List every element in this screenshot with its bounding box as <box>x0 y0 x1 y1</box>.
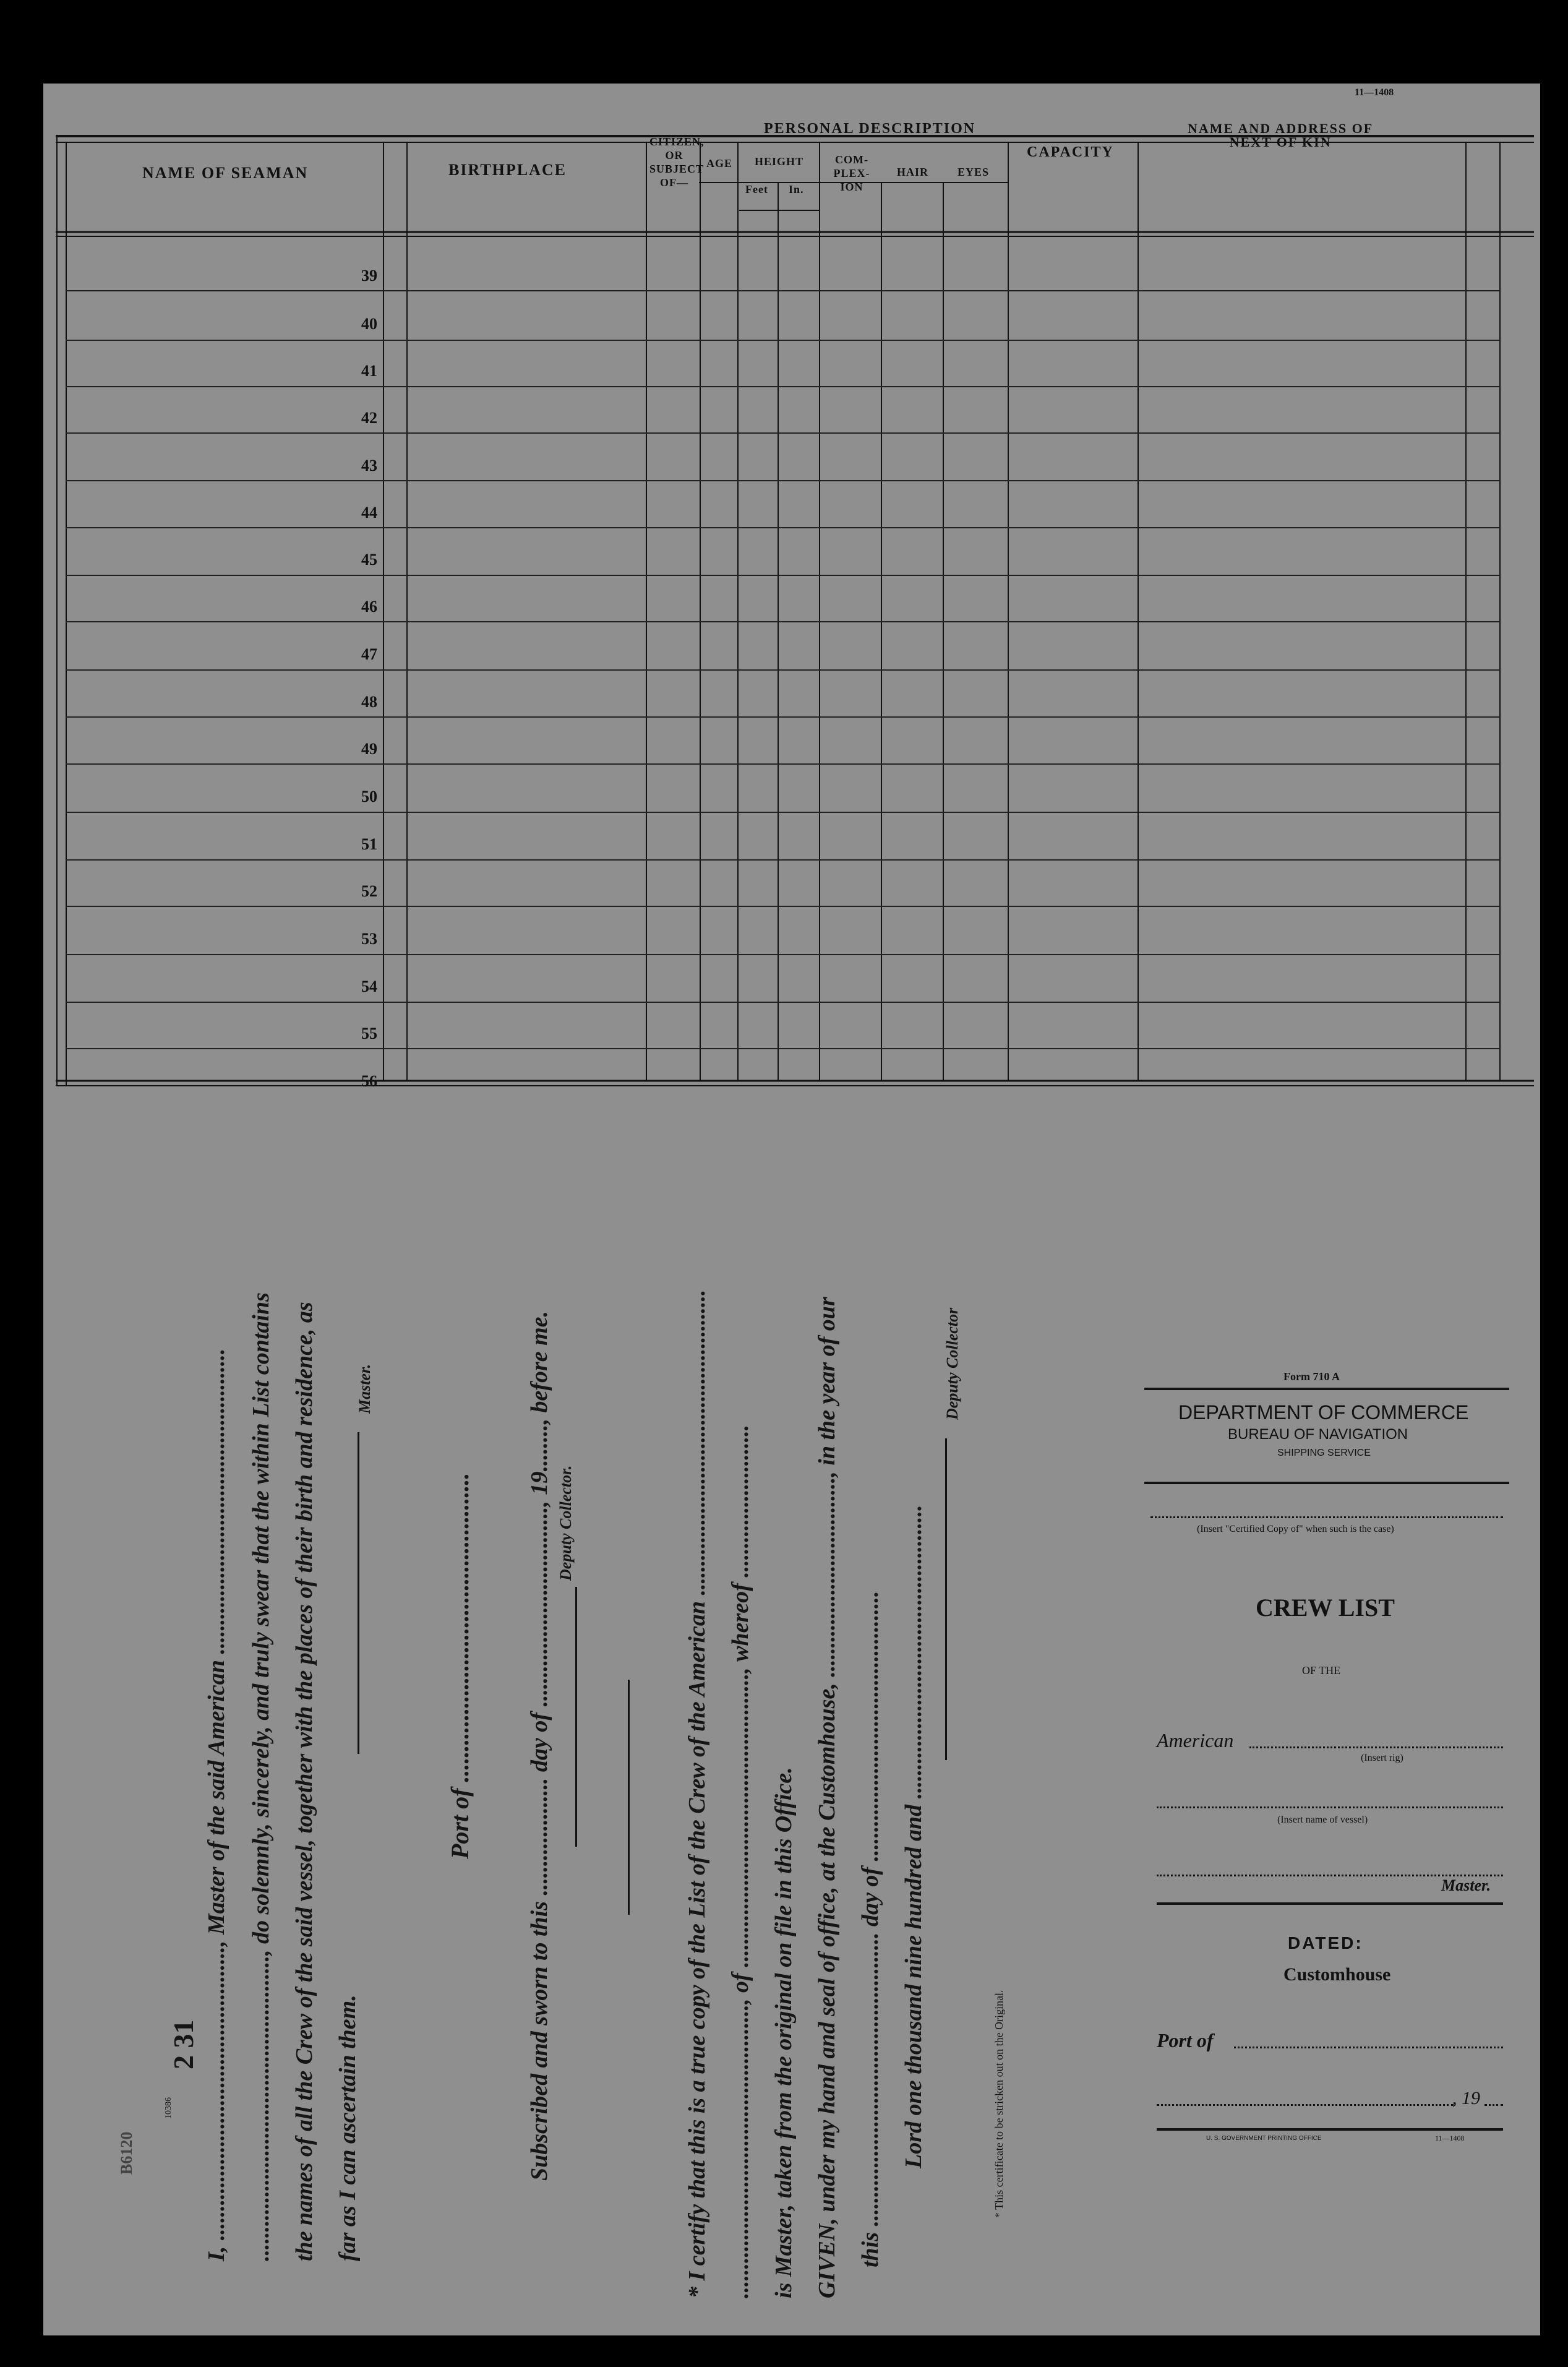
stamp-small: B6120 <box>118 2131 135 2175</box>
header-name-of-seaman: NAME OF SEAMAN <box>142 164 309 182</box>
row-number: 51 <box>361 835 377 853</box>
cover-rig-dots <box>1249 1746 1503 1748</box>
header-personal-description: PERSONAL DESCRIPTION <box>764 121 976 137</box>
row-number: 56 <box>361 1072 377 1090</box>
header-citizen <box>649 135 705 189</box>
cover-rule-2 <box>1144 1482 1509 1484</box>
cover-department: DEPARTMENT OF COMMERCE <box>1178 1401 1469 1424</box>
header-next-of-kin-line: NEXT OF KIN <box>1229 134 1332 150</box>
cover-top-rule <box>1144 1388 1509 1390</box>
master-label: Master. <box>356 1364 374 1414</box>
row-number: 40 <box>361 315 377 333</box>
crew-table-grid <box>43 84 1540 1135</box>
cert-line-4: GIVEN, under my hand and seal of office, at the Customhouse, .................................., in the year of our <box>814 1297 840 2298</box>
header-complexion-line: ION <box>840 181 863 193</box>
row-number: 47 <box>361 645 377 663</box>
cover-rule-3 <box>1157 1902 1503 1905</box>
oath-port-of: Port of .................................................. <box>446 1472 474 1859</box>
stamp-number: 2 31 <box>168 2019 199 2069</box>
oath-line-1: I, .................................................., Master of the said American .................................................... <box>203 1348 229 2261</box>
row-number: 54 <box>361 977 377 995</box>
header-eyes: EYES <box>958 166 990 178</box>
cover-vessel-dots <box>1157 1806 1503 1808</box>
cover-master: Master. <box>1441 1876 1491 1894</box>
row-number: 50 <box>361 788 377 805</box>
oath-line-2: ...................................................., do solemnly, sincerely, and truly swear that the within List contains <box>248 1292 274 2261</box>
cover-bureau: BUREAU OF NAVIGATION <box>1228 1426 1408 1443</box>
cover-certified-dots <box>1150 1516 1503 1518</box>
row-number: 46 <box>361 598 377 616</box>
cover-port-of: Port of <box>1157 2029 1214 2051</box>
cover-year-dots <box>1484 2104 1503 2106</box>
cover-customhouse: Customhouse <box>1283 1964 1391 1985</box>
header-citizen-line: OR <box>665 149 683 161</box>
oath-deputy-collector: Deputy Collector. <box>557 1465 575 1581</box>
cert-line-6: Lord one thousand nine hundred and .................................................. <box>901 1505 927 2168</box>
cover-service: SHIPPING SERVICE <box>1277 1448 1371 1458</box>
header-inches: In. <box>789 183 804 195</box>
cover-of-the: OF THE <box>1302 1664 1341 1677</box>
row-number: 53 <box>361 930 377 948</box>
cover-american: American <box>1157 1729 1234 1751</box>
cover-date-dots <box>1157 2104 1454 2106</box>
deputy-signature-line <box>575 1587 577 1847</box>
form-number-top: 11—1408 <box>1355 87 1394 98</box>
header-hair: HAIR <box>897 166 929 178</box>
oath-line-4: far as I can ascertain them. <box>335 1995 361 2261</box>
cover-dated: DATED: <box>1288 1933 1363 1952</box>
row-number: 45 <box>361 551 377 569</box>
header-capacity: CAPACITY <box>1027 144 1114 160</box>
cover-year: , 19 <box>1452 2088 1480 2108</box>
cover-printer: U. S. GOVERNMENT PRINTING OFFICE <box>1206 2135 1322 2142</box>
cover-port-dots <box>1234 2047 1503 2048</box>
oath-subscribed: Subscribed and sworn to this .................... day of .................................., 19........, before me. <box>526 1310 552 2181</box>
cert-line-5: this .................................................. day of .............................................. <box>857 1591 883 2267</box>
row-number: 42 <box>361 409 377 427</box>
header-height: HEIGHT <box>755 155 804 168</box>
header-birthplace: BIRTHPLACE <box>448 161 567 179</box>
cert-signature-line <box>945 1438 947 1760</box>
row-number: 43 <box>361 457 377 475</box>
cover-certified-note: (Insert "Certified Copy of" when such is the case) <box>1197 1524 1394 1534</box>
header-next-of-kin <box>1188 122 1373 149</box>
row-number: 48 <box>361 693 377 711</box>
crew-list-form-page <box>43 84 1540 2335</box>
header-feet: Feet <box>745 183 768 195</box>
row-number: 39 <box>361 267 377 285</box>
header-complexion-line: COM- <box>835 153 868 166</box>
oath-line-3: the names of all the Crew of the said vessel, together with the places of their birth and residence, as <box>291 1302 317 2261</box>
cert-footnote: * This certificate to be stricken out on the Original. <box>993 1990 1005 2218</box>
row-number: 52 <box>361 882 377 900</box>
cert-line-2: .................................................., of .................................................., whereof .......................... <box>727 1424 753 2298</box>
cert-line-3: is Master, taken from the original on file in this Office. <box>771 1767 797 2298</box>
divider-line <box>628 1680 630 1915</box>
header-citizen-line: CITIZEN, <box>649 135 705 148</box>
cover-bottom-rule <box>1157 2128 1503 2131</box>
header-citizen-line: OF— <box>660 176 688 189</box>
master-signature-line <box>358 1432 359 1754</box>
header-complexion-line: PLEX- <box>833 167 870 179</box>
cover-form-number: Form 710 A <box>1283 1370 1340 1383</box>
header-citizen-line: SUBJECT <box>649 163 705 175</box>
cover-insert-vessel: (Insert name of vessel) <box>1277 1815 1368 1825</box>
cover-title: CREW LIST <box>1256 1594 1395 1622</box>
cert-line-1: * I certify that this is a true copy of the List of the Crew of the American .................................................... <box>684 1289 710 2298</box>
cert-deputy-collector: Deputy Collector <box>943 1307 961 1420</box>
header-next-of-kin-line: NAME AND ADDRESS OF <box>1188 121 1374 136</box>
header-complexion <box>824 153 880 194</box>
row-number: 44 <box>361 504 377 522</box>
cover-insert-rig: (Insert rig) <box>1361 1753 1403 1763</box>
row-number: 55 <box>361 1025 377 1042</box>
header-age: AGE <box>706 157 733 170</box>
row-number: 49 <box>361 740 377 758</box>
row-number: 41 <box>361 362 377 380</box>
cover-form-code: 11—1408 <box>1435 2134 1465 2142</box>
stamp-tiny: 10386 <box>164 2097 173 2119</box>
